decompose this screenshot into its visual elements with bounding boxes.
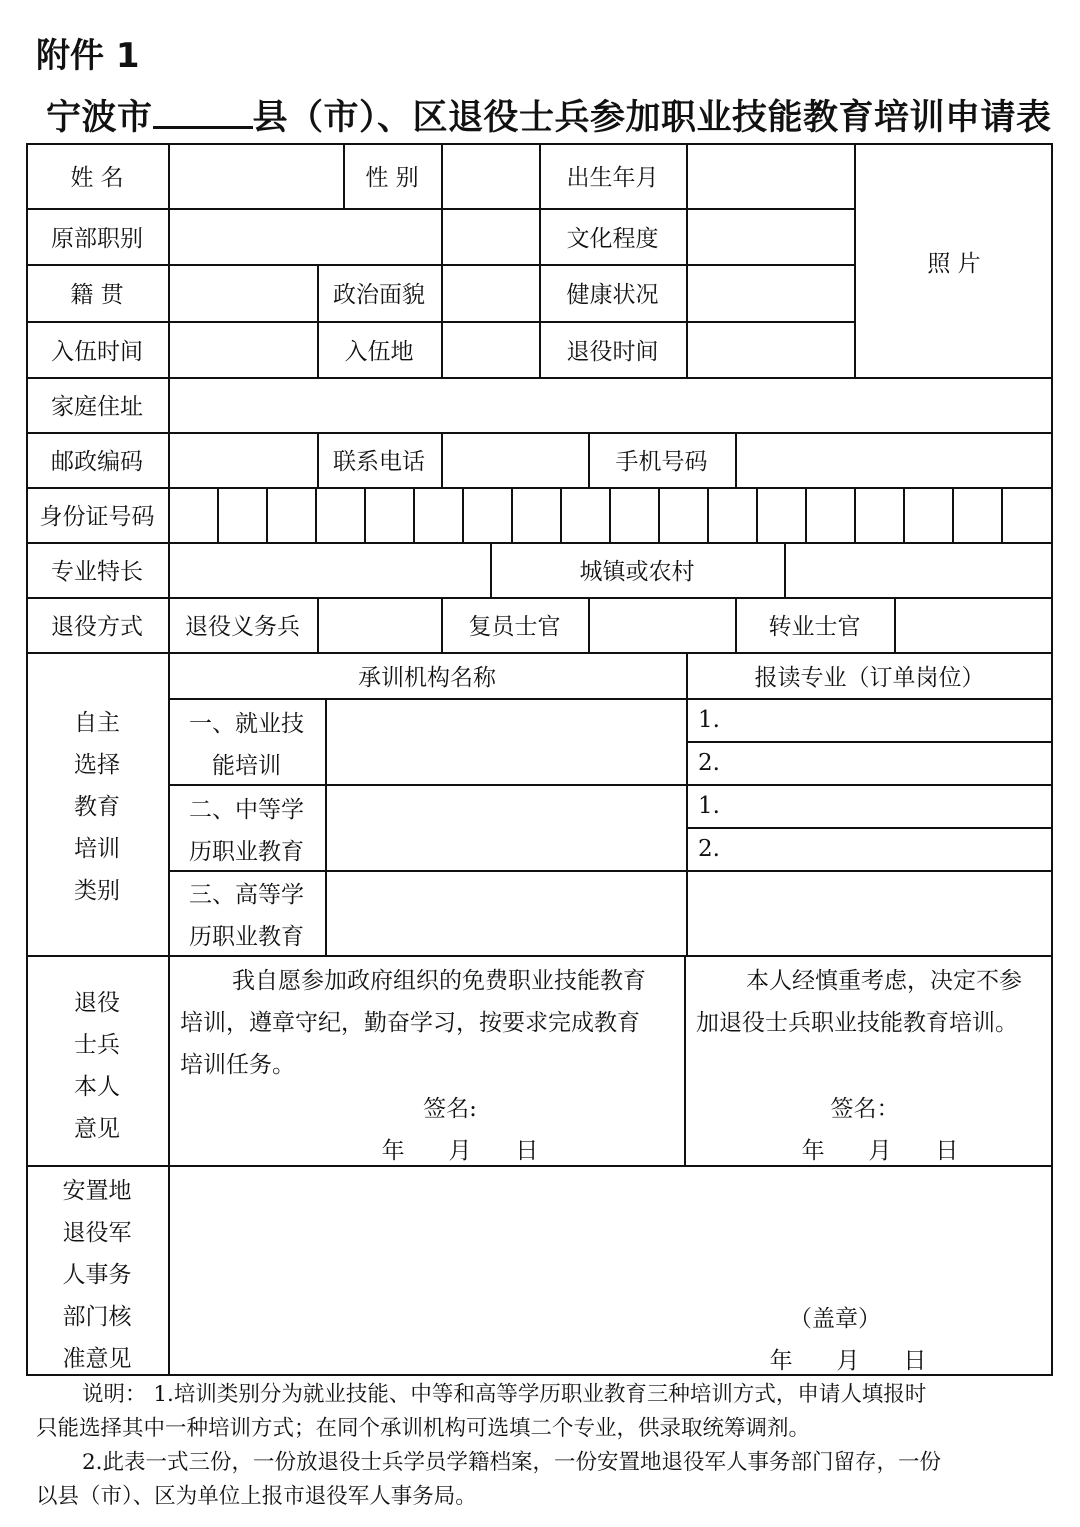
mode-transfer-label: 转业士官: [768, 614, 861, 640]
approval-label: 安置地 退役军 人事务 部门核 准意见: [62, 1178, 132, 1372]
training-type-2: 二、中等学 历职业教育: [189, 797, 304, 865]
phone-field[interactable]: [443, 434, 587, 486]
institution-field-3[interactable]: [327, 872, 685, 955]
postal-code-field[interactable]: [170, 434, 316, 486]
major-slot-2-1[interactable]: 1.: [698, 792, 720, 819]
postal-code-label: 邮政编码: [51, 449, 143, 475]
major-header: 报读专业（订单岗位）: [754, 664, 985, 691]
major-slot-1-1[interactable]: 1.: [698, 706, 720, 733]
gender-label: 性 别: [365, 165, 419, 191]
approval-date[interactable]: 年 月 日: [769, 1347, 927, 1374]
sign-right[interactable]: 签名：: [830, 1095, 900, 1122]
training-category-label: 自主 选择 教育 培训 类别: [74, 710, 120, 904]
mode-demobilized-field[interactable]: [590, 599, 734, 651]
form-notes: 说明： 1.培训类别分为就业技能、中等和高等学历职业教育三种培训方式，申请人填报时 只能选择其中一种培训方式；在同个承训机构可选填二个专业，供录取统筹调剂。 2.此表一式三份，一份放退役士兵学员学籍档案，一份安置地退役军人事务部门留存，一份 以县（市）、区为单位上报市退役军人事务局。: [36, 1382, 942, 1509]
original-rank-field[interactable]: [170, 210, 538, 263]
original-rank-label: 原部职别: [51, 225, 143, 252]
training-type-1: 一、就业技 能培训: [189, 711, 304, 779]
political-label: 政治面貌: [333, 282, 425, 308]
institution-field-2[interactable]: [327, 786, 685, 870]
approval-field[interactable]: [170, 1167, 1052, 1297]
id-number-boxes[interactable]: [170, 489, 1052, 541]
mode-transfer-field[interactable]: [896, 599, 1052, 651]
mode-demobilized-label: 复员士官: [468, 614, 561, 640]
birth-label: 出生年月: [566, 165, 659, 191]
urban-rural-field[interactable]: [786, 544, 1052, 596]
major-slot-2-2[interactable]: 2.: [698, 835, 720, 862]
name-field[interactable]: [170, 145, 342, 207]
enlist-time-label: 入伍时间: [51, 338, 143, 365]
id-number-label: 身份证号码: [39, 504, 155, 530]
discharge-time-label: 退役时间: [566, 338, 659, 365]
sign-left[interactable]: 签名:: [423, 1095, 477, 1122]
opinion-agree-text: 我自愿参加政府组织的免费职业技能教育 培训，遵章守纪，勤奋学习，按要求完成教育 培训任务。: [180, 968, 646, 1078]
date-right[interactable]: 年 月 日: [801, 1137, 959, 1164]
county-blank[interactable]: [153, 96, 253, 129]
institution-header: 承训机构名称: [358, 664, 496, 691]
education-field[interactable]: [688, 210, 853, 263]
specialty-label: 专业特长: [51, 559, 143, 585]
opinion-decline-text: 本人经慎重考虑，决定不参 加退役士兵职业技能教育培训。: [696, 968, 1022, 1036]
mobile-label: 手机号码: [615, 449, 708, 475]
political-field[interactable]: [443, 266, 538, 320]
discharge-mode-label: 退役方式: [51, 614, 143, 640]
home-address-label: 家庭住址: [51, 394, 143, 420]
native-place-field[interactable]: [170, 266, 316, 320]
specialty-field[interactable]: [170, 544, 489, 596]
home-address-field[interactable]: [170, 379, 1052, 431]
mode-conscript-field[interactable]: [319, 599, 440, 651]
attachment-label: 附件 1: [36, 36, 140, 76]
enlist-place-label: 入伍地: [344, 338, 414, 365]
urban-rural-label: 城镇或农村: [579, 559, 695, 585]
photo-area[interactable]: 照 片: [927, 250, 981, 277]
health-field[interactable]: [688, 266, 853, 320]
opinion-label: 退役 士兵 本人 意见: [74, 990, 120, 1142]
education-label: 文化程度: [566, 225, 659, 252]
discharge-time-field[interactable]: [688, 323, 853, 376]
date-left[interactable]: 年 月 日: [381, 1137, 539, 1164]
training-type-3: 三、高等学 历职业教育: [189, 882, 304, 950]
enlist-time-field[interactable]: [170, 323, 316, 376]
phone-label: 联系电话: [333, 449, 425, 475]
form-title: 宁波市 县（市）、区退役士兵参加职业技能教育培训申请表: [46, 98, 1052, 138]
health-label: 健康状况: [566, 282, 659, 308]
seal-label: （盖章）: [789, 1305, 881, 1332]
institution-field-1[interactable]: [327, 700, 685, 784]
mode-conscript-label: 退役义务兵: [185, 614, 300, 640]
native-place-label: 籍 贯: [70, 282, 124, 308]
major-field-3[interactable]: [688, 872, 1052, 955]
major-slot-1-2[interactable]: 2.: [698, 749, 720, 776]
name-label: 姓 名: [70, 165, 124, 191]
enlist-place-field[interactable]: [443, 323, 538, 376]
gender-field[interactable]: [443, 145, 538, 207]
birth-field[interactable]: [688, 145, 853, 207]
mobile-field[interactable]: [737, 434, 1052, 486]
